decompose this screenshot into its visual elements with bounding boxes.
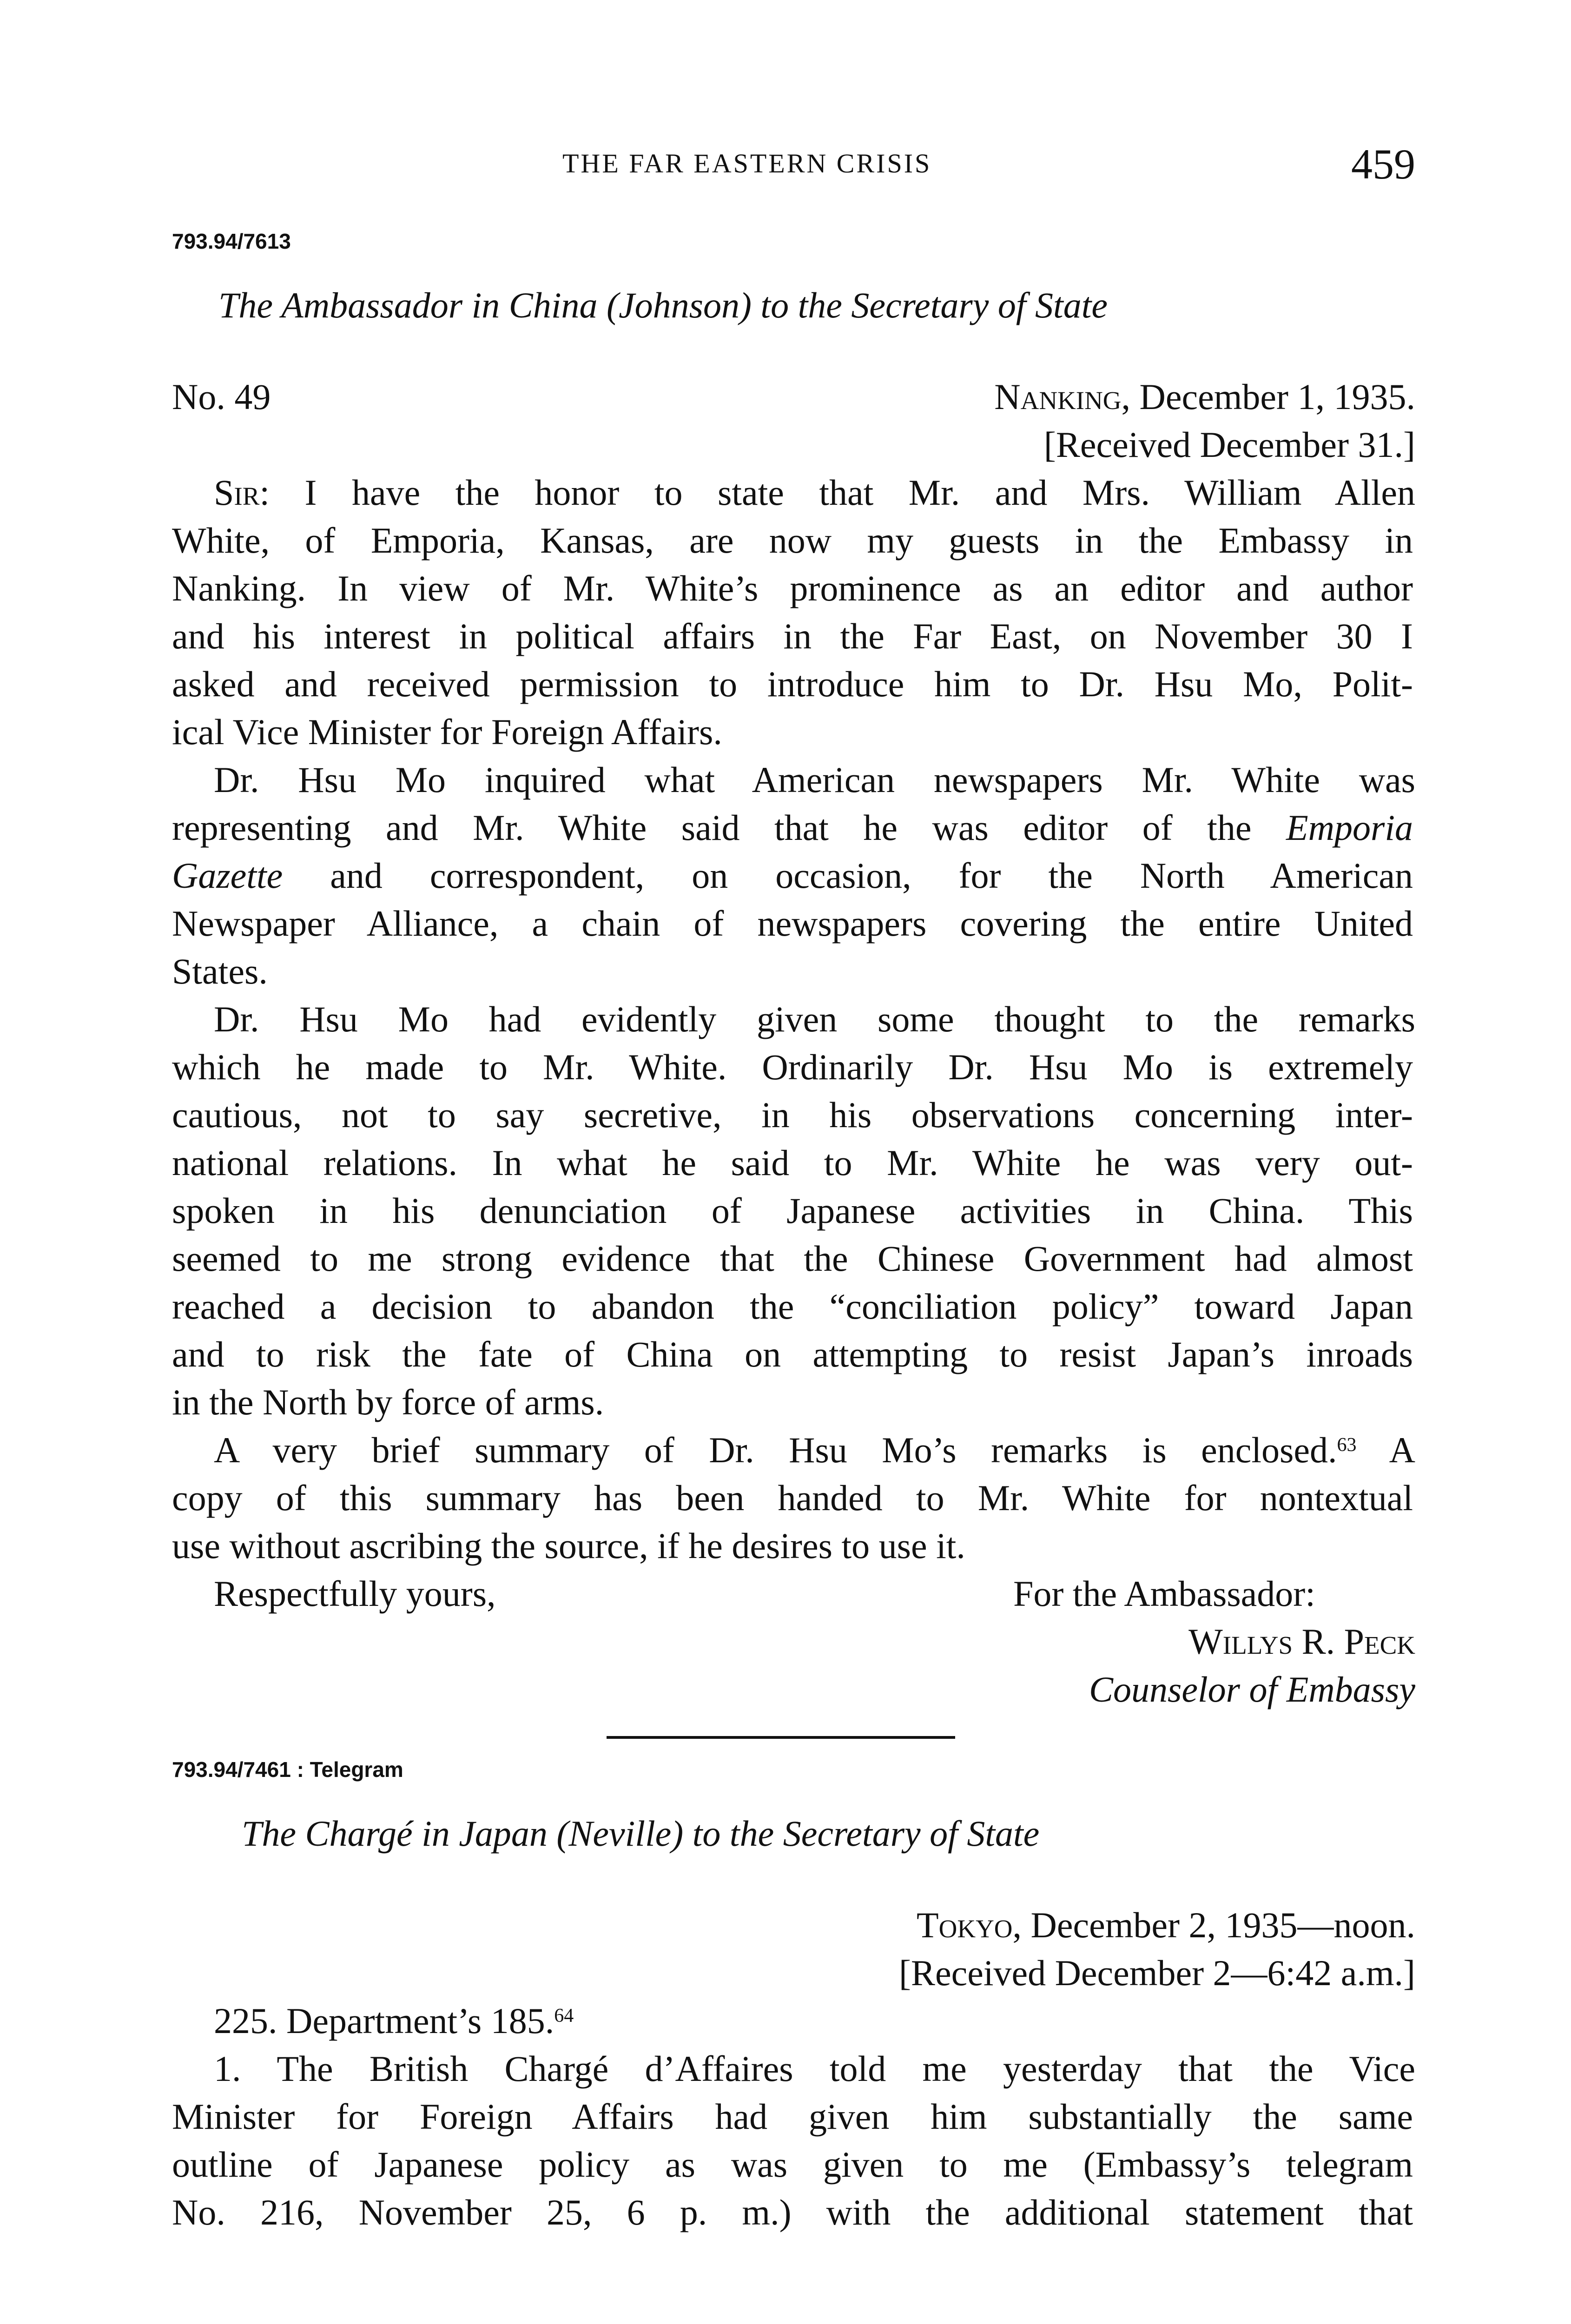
doc1-received: [Received December 31.] [1043,424,1415,465]
doc1-line: national relations. In what he said to Mr. White he was very out- [172,1142,1413,1183]
doc1-line: States. [172,951,268,991]
doc1-line: spoken in his denunciation of Japanese activities in China. This [172,1190,1413,1231]
doc1-line: cautious, not to say secretive, in his observations concerning inter- [172,1095,1413,1135]
doc1-line: Sir: I have the honor to state that Mr. and Mrs. William Allen [214,472,1415,513]
signer-name: Willys R. Peck [1188,1621,1415,1662]
running-title: THE FAR EASTERN CRISIS [562,148,932,178]
for-line: For the Ambassador: [1013,1573,1315,1614]
newspaper-title: Emporia [1286,807,1413,848]
footnote-ref: 63 [1337,1434,1357,1456]
doc2-place-date [917,1901,1415,1949]
file-number-1: 793.94/7613 [172,229,291,253]
doc2-line: 1. The British Chargé d’Affaires told me yesterday that the Vice [214,2048,1415,2089]
doc1-line: in the North by force of arms. [172,1382,604,1422]
section-divider [607,1736,955,1739]
doc1-place: Nanking [994,376,1122,417]
doc1-line: Gazette and correspondent, on occasion, for the North American [172,855,1413,896]
doc1-line: ical Vice Minister for Foreign Affairs. [172,712,722,752]
doc2-received: [Received December 2—6:42 a.m.] [898,1953,1415,1993]
doc2-line: Minister for Foreign Affairs had given him substantially the same [172,2096,1413,2137]
doc1-line: reached a decision to abandon the “conciliation policy” toward Japan [172,1286,1413,1327]
doc1-line: seemed to me strong evidence that the Chinese Government had almost [172,1238,1413,1279]
doc1-line: use without ascribing the source, if he desires to use it. [172,1525,965,1566]
file-number-2: 793.94/7461 : Telegram [172,1757,403,1782]
doc2-heading: The Chargé in Japan (Neville) to the Secretary of State [242,1813,1040,1854]
signer-title: Counselor of Embassy [1089,1669,1415,1710]
doc1-line: and his interest in political affairs in the Far East, on November 30 I [172,616,1413,656]
newspaper-title: Gazette [172,855,283,896]
doc1-line: representing and Mr. White said that he was editor of the Emporia [172,807,1413,848]
doc2-date: , December 2, 1935—noon. [1012,1905,1415,1945]
doc1-line: Nanking. In view of Mr. White’s prominence as an editor and author [172,568,1413,608]
doc2-line: outline of Japanese policy as was given to me (Embassy’s telegram [172,2144,1413,2185]
doc1-line: Dr. Hsu Mo had evidently given some thought to the remarks [214,999,1415,1039]
footnote-ref: 64 [554,2005,574,2027]
doc1-line: which he made to Mr. White. Ordinarily Dr. Hsu Mo is extremely [172,1047,1413,1087]
doc1-place-date [994,373,1415,421]
closing: Respectfully yours, [214,1573,496,1614]
doc1-line: asked and received permission to introduce him to Dr. Hsu Mo, Polit- [172,664,1413,704]
doc1-heading: The Ambassador in China (Johnson) to the Secretary of State [218,285,1108,325]
doc2-line: No. 216, November 25, 6 p. m.) with the additional statement that [172,2192,1413,2232]
page-number: 459 [1351,140,1415,188]
doc2-place: Tokyo [917,1905,1013,1945]
doc1-line: A very brief summary of Dr. Hsu Mo’s remarks is enclosed.$^{63}$ A [214,1430,1415,1470]
doc1-line: and to risk the fate of China on attempting to resist Japan’s inroads [172,1334,1413,1374]
doc1-line: White, of Emporia, Kansas, are now my guests in the Embassy in [172,520,1413,561]
doc1-line: copy of this summary has been handed to Mr. White for nontextual [172,1478,1413,1518]
doc1-date: , December 1, 1935. [1121,376,1415,417]
doc2-number-line: 225. Department’s 185.64 [214,2000,574,2041]
doc1-number: No. 49 [172,376,271,417]
salutation: Sir [214,472,260,513]
doc1-line: Newspaper Alliance, a chain of newspapers covering the entire United [172,903,1413,944]
doc1-line: Dr. Hsu Mo inquired what American newspapers Mr. White was [214,759,1415,800]
